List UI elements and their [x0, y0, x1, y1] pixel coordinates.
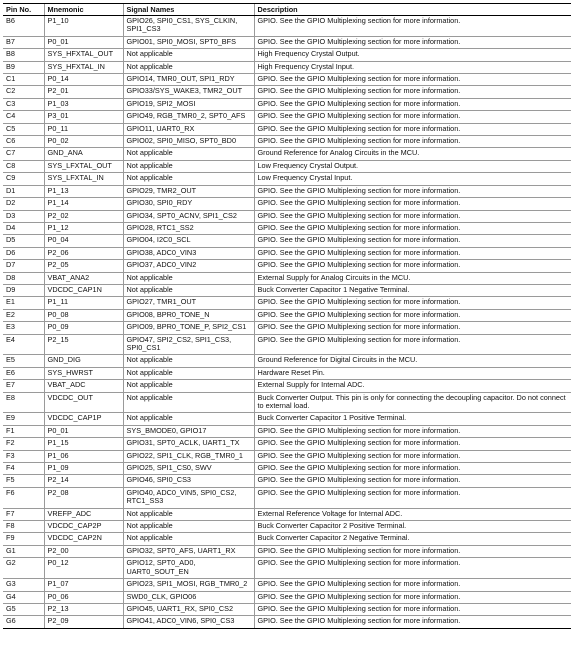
- table-row: [3, 616, 571, 628]
- description-cell: High Frequency Crystal Input.: [254, 61, 571, 73]
- table-row: [3, 603, 571, 615]
- table-row: [3, 235, 571, 247]
- description-cell: GPIO. See the GPIO Multiplexing section for more information.: [254, 475, 571, 487]
- table-row: [3, 148, 571, 160]
- pin-cell: C1: [3, 74, 44, 86]
- table-row: [3, 545, 571, 557]
- pin-cell: C6: [3, 136, 44, 148]
- signal-names-cell: GPIO11, UART0_RX: [123, 123, 254, 135]
- description-cell: GPIO. See the GPIO Multiplexing section for more information.: [254, 74, 571, 86]
- pin-cell: C5: [3, 123, 44, 135]
- description-cell: GPIO. See the GPIO Multiplexing section for more information.: [254, 603, 571, 615]
- signal-names-cell: GPIO04, I2C0_SCL: [123, 235, 254, 247]
- mnemonic-cell: VDCDC_OUT: [44, 392, 123, 413]
- mnemonic-cell: P2_08: [44, 487, 123, 508]
- table-row: [3, 136, 571, 148]
- table-row: [3, 309, 571, 321]
- description-cell: GPIO. See the GPIO Multiplexing section for more information.: [254, 36, 571, 48]
- signal-names-cell: GPIO46, SPI0_CS3: [123, 475, 254, 487]
- pin-cell: E7: [3, 380, 44, 392]
- mnemonic-cell: P2_02: [44, 210, 123, 222]
- table-row: [3, 463, 571, 475]
- description-cell: External Supply for Internal ADC.: [254, 380, 571, 392]
- pin-cell: F9: [3, 533, 44, 545]
- header-pin-no: Pin No.: [3, 4, 44, 16]
- mnemonic-cell: P0_06: [44, 591, 123, 603]
- description-cell: External Reference Voltage for Internal ADC.: [254, 508, 571, 520]
- mnemonic-cell: P1_12: [44, 222, 123, 234]
- table-body: [3, 16, 571, 629]
- signal-names-cell: GPIO08, BPR0_TONE_N: [123, 309, 254, 321]
- description-cell: GPIO. See the GPIO Multiplexing section for more information.: [254, 185, 571, 197]
- table-row: [3, 260, 571, 272]
- table-row: [3, 392, 571, 413]
- signal-names-cell: Not applicable: [123, 148, 254, 160]
- signal-names-cell: GPIO34, SPT0_ACNV, SPI1_CS2: [123, 210, 254, 222]
- signal-names-cell: SWD0_CLK, GPIO06: [123, 591, 254, 603]
- mnemonic-cell: P2_06: [44, 247, 123, 259]
- pin-cell: D1: [3, 185, 44, 197]
- table-row: [3, 222, 571, 234]
- description-cell: GPIO. See the GPIO Multiplexing section for more information.: [254, 616, 571, 628]
- table-row: [3, 36, 571, 48]
- mnemonic-cell: VREFP_ADC: [44, 508, 123, 520]
- description-cell: GPIO. See the GPIO Multiplexing section for more information.: [254, 591, 571, 603]
- pin-cell: D4: [3, 222, 44, 234]
- description-cell: GPIO. See the GPIO Multiplexing section for more information.: [254, 297, 571, 309]
- signal-names-cell: Not applicable: [123, 61, 254, 73]
- table-row: [3, 508, 571, 520]
- signal-names-cell: GPIO30, SPI0_RDY: [123, 198, 254, 210]
- table-row: [3, 487, 571, 508]
- signal-names-cell: GPIO12, SPT0_AD0, UART0_SOUT_EN: [123, 558, 254, 579]
- mnemonic-cell: GND_DIG: [44, 355, 123, 367]
- signal-names-cell: Not applicable: [123, 392, 254, 413]
- mnemonic-cell: P2_00: [44, 545, 123, 557]
- description-cell: GPIO. See the GPIO Multiplexing section for more information.: [254, 579, 571, 591]
- signal-names-cell: GPIO33/SYS_WAKE3, TMR2_OUT: [123, 86, 254, 98]
- signal-names-cell: GPIO09, BPR0_TONE_P, SPI2_CS1: [123, 322, 254, 334]
- table-row: [3, 98, 571, 110]
- table-row: [3, 334, 571, 355]
- pin-cell: G5: [3, 603, 44, 615]
- description-cell: Ground Reference for Analog Circuits in the MCU.: [254, 148, 571, 160]
- signal-names-cell: GPIO22, SPI1_CLK, RGB_TMR0_1: [123, 450, 254, 462]
- signal-names-cell: GPIO28, RTC1_SS2: [123, 222, 254, 234]
- mnemonic-cell: P1_13: [44, 185, 123, 197]
- mnemonic-cell: P2_15: [44, 334, 123, 355]
- signal-names-cell: GPIO01, SPI0_MOSI, SPT0_BFS: [123, 36, 254, 48]
- pin-cell: F1: [3, 425, 44, 437]
- header-mnemonic: Mnemonic: [44, 4, 123, 16]
- table-row: [3, 86, 571, 98]
- table-row: [3, 533, 571, 545]
- description-cell: GPIO. See the GPIO Multiplexing section for more information.: [254, 260, 571, 272]
- description-cell: Buck Converter Capacitor 1 Negative Terminal.: [254, 284, 571, 296]
- signal-names-cell: Not applicable: [123, 367, 254, 379]
- mnemonic-cell: P2_14: [44, 475, 123, 487]
- signal-names-cell: Not applicable: [123, 49, 254, 61]
- table-row: [3, 185, 571, 197]
- table-row: [3, 61, 571, 73]
- pin-cell: E2: [3, 309, 44, 321]
- description-cell: GPIO. See the GPIO Multiplexing section for more information.: [254, 450, 571, 462]
- table-row: [3, 198, 571, 210]
- table-row: [3, 272, 571, 284]
- description-cell: GPIO. See the GPIO Multiplexing section for more information.: [254, 487, 571, 508]
- table-row: [3, 450, 571, 462]
- signal-names-cell: GPIO37, ADC0_VIN2: [123, 260, 254, 272]
- mnemonic-cell: P2_09: [44, 616, 123, 628]
- pin-cell: C8: [3, 160, 44, 172]
- mnemonic-cell: VDCDC_CAP2P: [44, 521, 123, 533]
- mnemonic-cell: P0_09: [44, 322, 123, 334]
- table-row: [3, 111, 571, 123]
- signal-names-cell: GPIO23, SPI1_MOSI, RGB_TMR0_2: [123, 579, 254, 591]
- pin-cell: E4: [3, 334, 44, 355]
- description-cell: GPIO. See the GPIO Multiplexing section for more information.: [254, 558, 571, 579]
- mnemonic-cell: P2_05: [44, 260, 123, 272]
- mnemonic-cell: P1_09: [44, 463, 123, 475]
- pin-cell: G2: [3, 558, 44, 579]
- table-row: [3, 247, 571, 259]
- description-cell: Buck Converter Capacitor 1 Positive Terminal.: [254, 413, 571, 425]
- pin-cell: D7: [3, 260, 44, 272]
- mnemonic-cell: P1_10: [44, 16, 123, 37]
- description-cell: GPIO. See the GPIO Multiplexing section for more information.: [254, 247, 571, 259]
- description-cell: Low Frequency Crystal Output.: [254, 160, 571, 172]
- description-cell: GPIO. See the GPIO Multiplexing section for more information.: [254, 136, 571, 148]
- pin-cell: G6: [3, 616, 44, 628]
- table-row: [3, 591, 571, 603]
- mnemonic-cell: P1_07: [44, 579, 123, 591]
- table-row: [3, 173, 571, 185]
- table-row: [3, 425, 571, 437]
- table-row: [3, 367, 571, 379]
- pin-cell: E9: [3, 413, 44, 425]
- signal-names-cell: GPIO32, SPT0_AFS, UART1_RX: [123, 545, 254, 557]
- mnemonic-cell: P3_01: [44, 111, 123, 123]
- mnemonic-cell: P2_13: [44, 603, 123, 615]
- description-cell: GPIO. See the GPIO Multiplexing section for more information.: [254, 222, 571, 234]
- pin-function-table: [3, 3, 571, 629]
- pin-cell: B9: [3, 61, 44, 73]
- table-row: [3, 74, 571, 86]
- table-row: [3, 49, 571, 61]
- signal-names-cell: GPIO41, ADC0_VIN6, SPI0_CS3: [123, 616, 254, 628]
- table-row: [3, 16, 571, 37]
- pin-cell: D2: [3, 198, 44, 210]
- signal-names-cell: GPIO45, UART1_RX, SPI0_CS2: [123, 603, 254, 615]
- mnemonic-cell: VBAT_ADC: [44, 380, 123, 392]
- signal-names-cell: Not applicable: [123, 173, 254, 185]
- table-row: [3, 475, 571, 487]
- pin-cell: D5: [3, 235, 44, 247]
- signal-names-cell: GPIO47, SPI2_CS2, SPI1_CS3, SPI0_CS1: [123, 334, 254, 355]
- signal-names-cell: Not applicable: [123, 508, 254, 520]
- signal-names-cell: GPIO14, TMR0_OUT, SPI1_RDY: [123, 74, 254, 86]
- table-row: [3, 413, 571, 425]
- signal-names-cell: Not applicable: [123, 160, 254, 172]
- header-signal-names: Signal Names: [123, 4, 254, 16]
- signal-names-cell: GPIO49, RGB_TMR0_2, SPT0_AFS: [123, 111, 254, 123]
- table-header: [3, 4, 571, 16]
- description-cell: Buck Converter Capacitor 2 Positive Terminal.: [254, 521, 571, 533]
- mnemonic-cell: P0_02: [44, 136, 123, 148]
- header-description: Description: [254, 4, 571, 16]
- description-cell: GPIO. See the GPIO Multiplexing section for more information.: [254, 111, 571, 123]
- signal-names-cell: GPIO26, SPI0_CS1, SYS_CLKIN, SPI1_CS3: [123, 16, 254, 37]
- signal-names-cell: Not applicable: [123, 533, 254, 545]
- pin-cell: E6: [3, 367, 44, 379]
- pin-cell: C4: [3, 111, 44, 123]
- mnemonic-cell: P0_01: [44, 36, 123, 48]
- pin-cell: D3: [3, 210, 44, 222]
- mnemonic-cell: P1_15: [44, 438, 123, 450]
- description-cell: GPIO. See the GPIO Multiplexing section for more information.: [254, 123, 571, 135]
- mnemonic-cell: SYS_LFXTAL_IN: [44, 173, 123, 185]
- signal-names-cell: SYS_BMODE0, GPIO17: [123, 425, 254, 437]
- signal-names-cell: GPIO19, SPI2_MOSI: [123, 98, 254, 110]
- mnemonic-cell: VBAT_ANA2: [44, 272, 123, 284]
- signal-names-cell: Not applicable: [123, 380, 254, 392]
- mnemonic-cell: P2_01: [44, 86, 123, 98]
- mnemonic-cell: P0_12: [44, 558, 123, 579]
- signal-names-cell: GPIO27, TMR1_OUT: [123, 297, 254, 309]
- mnemonic-cell: P0_04: [44, 235, 123, 247]
- mnemonic-cell: P1_03: [44, 98, 123, 110]
- mnemonic-cell: SYS_HWRST: [44, 367, 123, 379]
- header-row: [3, 4, 571, 16]
- mnemonic-cell: VDCDC_CAP1N: [44, 284, 123, 296]
- signal-names-cell: Not applicable: [123, 521, 254, 533]
- pin-cell: F5: [3, 475, 44, 487]
- mnemonic-cell: P1_06: [44, 450, 123, 462]
- pin-cell: G4: [3, 591, 44, 603]
- description-cell: GPIO. See the GPIO Multiplexing section for more information.: [254, 463, 571, 475]
- description-cell: GPIO. See the GPIO Multiplexing section for more information.: [254, 545, 571, 557]
- pin-cell: G1: [3, 545, 44, 557]
- description-cell: GPIO. See the GPIO Multiplexing section for more information.: [254, 16, 571, 37]
- mnemonic-cell: P0_11: [44, 123, 123, 135]
- pin-cell: F7: [3, 508, 44, 520]
- mnemonic-cell: P0_01: [44, 425, 123, 437]
- signal-names-cell: Not applicable: [123, 355, 254, 367]
- mnemonic-cell: SYS_HFXTAL_IN: [44, 61, 123, 73]
- pin-cell: B7: [3, 36, 44, 48]
- pin-cell: G3: [3, 579, 44, 591]
- mnemonic-cell: P1_14: [44, 198, 123, 210]
- mnemonic-cell: VDCDC_CAP1P: [44, 413, 123, 425]
- table-row: [3, 297, 571, 309]
- pin-cell: C7: [3, 148, 44, 160]
- description-cell: Hardware Reset Pin.: [254, 367, 571, 379]
- table-row: [3, 438, 571, 450]
- signal-names-cell: GPIO31, SPT0_ACLK, UART1_TX: [123, 438, 254, 450]
- table-row: [3, 380, 571, 392]
- description-cell: GPIO. See the GPIO Multiplexing section for more information.: [254, 210, 571, 222]
- signal-names-cell: GPIO29, TMR2_OUT: [123, 185, 254, 197]
- signal-names-cell: GPIO25, SPI1_CS0, SWV: [123, 463, 254, 475]
- pin-cell: D6: [3, 247, 44, 259]
- description-cell: Low Frequency Crystal Input.: [254, 173, 571, 185]
- table-row: [3, 210, 571, 222]
- table-row: [3, 558, 571, 579]
- pin-cell: F3: [3, 450, 44, 462]
- table-row: [3, 322, 571, 334]
- description-cell: GPIO. See the GPIO Multiplexing section for more information.: [254, 322, 571, 334]
- description-cell: GPIO. See the GPIO Multiplexing section for more information.: [254, 425, 571, 437]
- description-cell: High Frequency Crystal Output.: [254, 49, 571, 61]
- mnemonic-cell: VDCDC_CAP2N: [44, 533, 123, 545]
- signal-names-cell: Not applicable: [123, 413, 254, 425]
- table-row: [3, 123, 571, 135]
- mnemonic-cell: P1_11: [44, 297, 123, 309]
- signal-names-cell: Not applicable: [123, 272, 254, 284]
- mnemonic-cell: P0_14: [44, 74, 123, 86]
- description-cell: GPIO. See the GPIO Multiplexing section for more information.: [254, 198, 571, 210]
- description-cell: GPIO. See the GPIO Multiplexing section for more information.: [254, 98, 571, 110]
- description-cell: GPIO. See the GPIO Multiplexing section for more information.: [254, 438, 571, 450]
- pin-cell: C3: [3, 98, 44, 110]
- mnemonic-cell: P0_08: [44, 309, 123, 321]
- description-cell: GPIO. See the GPIO Multiplexing section for more information.: [254, 334, 571, 355]
- pin-cell: E5: [3, 355, 44, 367]
- pin-cell: C2: [3, 86, 44, 98]
- pin-cell: E1: [3, 297, 44, 309]
- table-row: [3, 355, 571, 367]
- description-cell: GPIO. See the GPIO Multiplexing section for more information.: [254, 309, 571, 321]
- pin-cell: F8: [3, 521, 44, 533]
- pin-cell: B8: [3, 49, 44, 61]
- pin-cell: F2: [3, 438, 44, 450]
- description-cell: Buck Converter Output. This pin is only for connecting the decoupling capacitor. Do not connect to external load.: [254, 392, 571, 413]
- pin-cell: B6: [3, 16, 44, 37]
- mnemonic-cell: GND_ANA: [44, 148, 123, 160]
- description-cell: External Supply for Analog Circuits in the MCU.: [254, 272, 571, 284]
- table-row: [3, 284, 571, 296]
- pin-cell: E3: [3, 322, 44, 334]
- table-row: [3, 579, 571, 591]
- description-cell: Buck Converter Capacitor 2 Negative Terminal.: [254, 533, 571, 545]
- signal-names-cell: Not applicable: [123, 284, 254, 296]
- description-cell: GPIO. See the GPIO Multiplexing section for more information.: [254, 86, 571, 98]
- pin-cell: D8: [3, 272, 44, 284]
- signal-names-cell: GPIO40, ADC0_VIN5, SPI0_CS2, RTC1_SS3: [123, 487, 254, 508]
- mnemonic-cell: SYS_LFXTAL_OUT: [44, 160, 123, 172]
- table-row: [3, 521, 571, 533]
- description-cell: GPIO. See the GPIO Multiplexing section for more information.: [254, 235, 571, 247]
- pin-cell: C9: [3, 173, 44, 185]
- signal-names-cell: GPIO38, ADC0_VIN3: [123, 247, 254, 259]
- pin-cell: D9: [3, 284, 44, 296]
- pin-cell: F6: [3, 487, 44, 508]
- mnemonic-cell: SYS_HFXTAL_OUT: [44, 49, 123, 61]
- pin-cell: E8: [3, 392, 44, 413]
- signal-names-cell: GPIO02, SPI0_MISO, SPT0_BD0: [123, 136, 254, 148]
- pin-cell: F4: [3, 463, 44, 475]
- table-row: [3, 160, 571, 172]
- description-cell: Ground Reference for Digital Circuits in the MCU.: [254, 355, 571, 367]
